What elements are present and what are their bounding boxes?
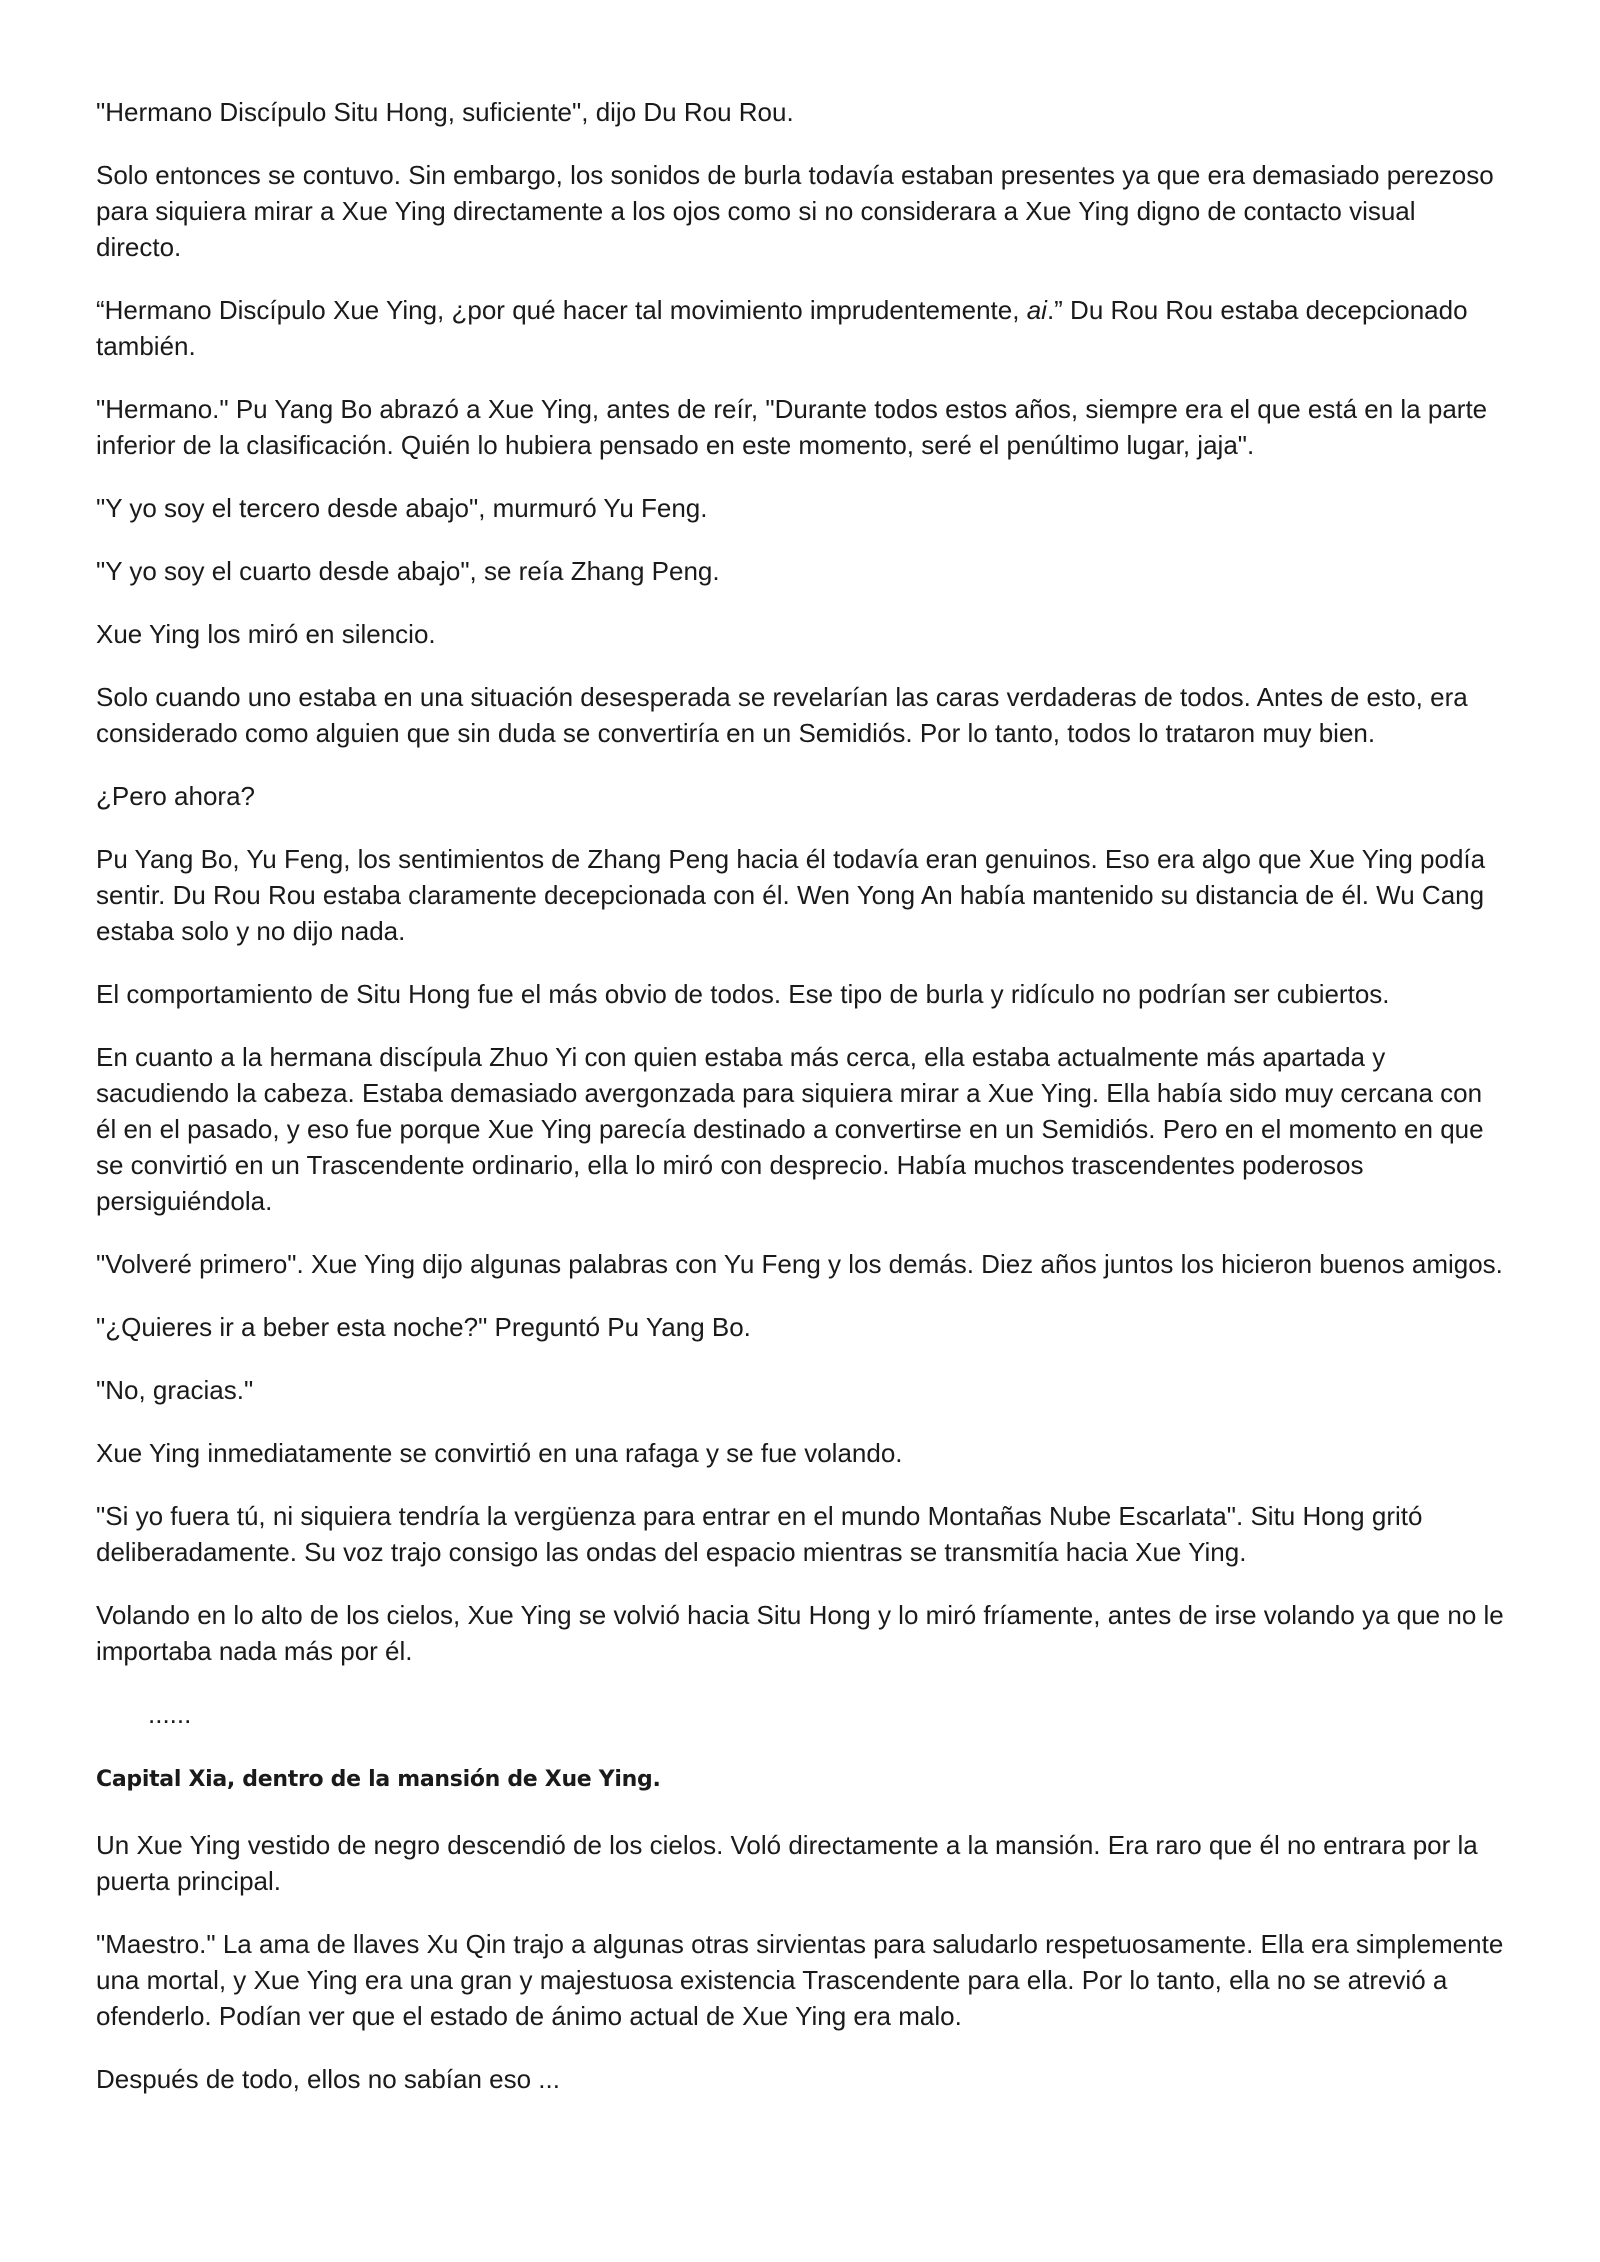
paragraph-5: "Y yo soy el tercero desde abajo", murmuró Yu Feng.: [96, 493, 708, 523]
document-page: [96, 94, 1506, 2124]
scene-break-ellipsis: ......: [148, 1699, 192, 1729]
paragraph-14: "¿Quieres ir a beber esta noche?" Preguntó Pu Yang Bo.: [96, 1312, 751, 1342]
paragraph-21: Después de todo, ellos no sabían eso ...: [96, 2064, 560, 2094]
paragraph-3-end: .” Du Rou Rou estaba decepcionado también.: [96, 295, 1468, 361]
paragraph-16: Xue Ying inmediatamente se convirtió en una rafaga y se fue volando.: [96, 1438, 903, 1468]
paragraph-13: "Volveré primero". Xue Ying dijo algunas palabras con Yu Feng y los demás. Diez años juntos los hicieron buenos amigos.: [96, 1249, 1503, 1279]
paragraph-3-italic: ai: [1026, 295, 1047, 325]
paragraph-3-start: “Hermano Discípulo Xue Ying, ¿por qué hacer tal movimiento imprudentemente,: [96, 295, 1027, 325]
paragraph-8: Solo cuando uno estaba en una situación desesperada se revelarían las caras verdaderas de todos. Antes de esto, era considerado como alguien que sin duda se convertiría en un Semidiós. Por lo tanto, todos lo trataron muy bien.: [96, 682, 1468, 748]
paragraph-3: [96, 292, 1506, 364]
paragraph-20: "Maestro." La ama de llaves Xu Qin trajo a algunas otras sirvientas para saludarlo respetuosamente. Ella era simplemente una mortal, y Xue Ying era una gran y majestuosa existencia Trascendente para ella. Por lo tanto, ella no se atrevió a ofenderlo. Podían ver que el estado de ánimo actual de Xue Ying era malo.: [96, 1929, 1504, 2031]
paragraph-12: En cuanto a la hermana discípula Zhuo Yi con quien estaba más cerca, ella estaba actualmente más apartada y sacudiendo la cabeza. Estaba demasiado avergonzada para siquiera mirar a Xue Ying. Ella había sido muy cercana con él en el pasado, y eso fue porque Xue Ying parecía destinado a convertirse en un Semidiós. Pero en el momento en que se convirtió en un Trascendente ordinario, ella lo miró con desprecio. Había muchos trascendentes poderosos persiguiéndola.: [96, 1042, 1484, 1216]
paragraph-9: ¿Pero ahora?: [96, 781, 255, 811]
section-heading: Capital Xia, dentro de la mansión de Xue Ying.: [96, 1767, 661, 1792]
paragraph-19: Un Xue Ying vestido de negro descendió de los cielos. Voló directamente a la mansión. Era raro que él no entrara por la puerta principal.: [96, 1830, 1478, 1896]
paragraph-6: "Y yo soy el cuarto desde abajo", se reía Zhang Peng.: [96, 556, 720, 586]
paragraph-18: Volando en lo alto de los cielos, Xue Ying se volvió hacia Situ Hong y lo miró fríamente, antes de irse volando ya que no le importaba nada más por él.: [96, 1600, 1504, 1666]
paragraph-1: "Hermano Discípulo Situ Hong, suficiente", dijo Du Rou Rou.: [96, 97, 794, 127]
paragraph-2: Solo entonces se contuvo. Sin embargo, los sonidos de burla todavía estaban presentes ya que era demasiado perezoso para siquiera mirar a Xue Ying directamente a los ojos como si no considerara a Xue Ying digno de contacto visual directo.: [96, 160, 1494, 262]
paragraph-7: Xue Ying los miró en silencio.: [96, 619, 436, 649]
paragraph-15: "No, gracias.": [96, 1375, 254, 1405]
paragraph-11: El comportamiento de Situ Hong fue el más obvio de todos. Ese tipo de burla y ridículo no podrían ser cubiertos.: [96, 979, 1390, 1009]
paragraph-10: Pu Yang Bo, Yu Feng, los sentimientos de Zhang Peng hacia él todavía eran genuinos. Eso era algo que Xue Ying podía sentir. Du Rou Rou estaba claramente decepcionada con él. Wen Yong An había mantenido su distancia de él. Wu Cang estaba solo y no dijo nada.: [96, 844, 1486, 946]
paragraph-4: "Hermano." Pu Yang Bo abrazó a Xue Ying, antes de reír, "Durante todos estos años, siempre era el que está en la parte inferior de la clasificación. Quién lo hubiera pensado en este momento, seré el penúltimo lugar, jaja".: [96, 394, 1488, 460]
paragraph-17: "Si yo fuera tú, ni siquiera tendría la vergüenza para entrar en el mundo Montañas Nube Escarlata". Situ Hong gritó deliberadamente. Su voz trajo consigo las ondas del espacio mientras se transmitía hacia Xue Ying.: [96, 1501, 1423, 1567]
